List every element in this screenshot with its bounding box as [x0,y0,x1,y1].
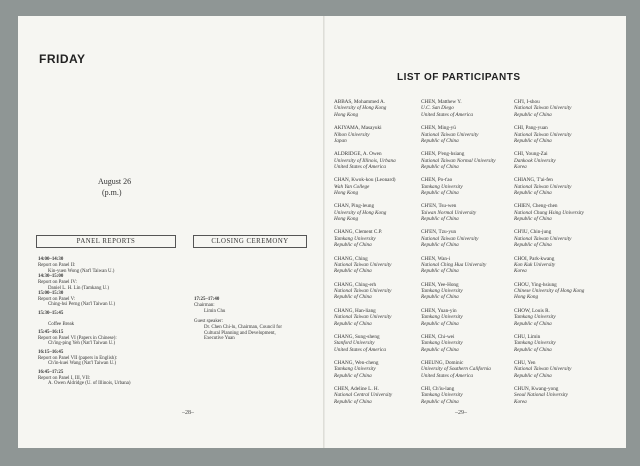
participant-entry [334,177,434,203]
closing-schedule [194,297,282,342]
participant-affiliation: University of Illinois, Urbana [334,157,396,164]
participant-name: CHANG, Ching [334,255,368,262]
participant-entry [334,386,434,412]
participant-affiliation: Stanford University [334,340,375,347]
guest-speaker-line: Executive Yuan [204,336,235,342]
participant-affiliation: Republic of China [421,242,459,249]
participant-affiliation: Kon Kuk University [514,261,556,268]
day-title: FRIDAY [39,52,86,66]
participants-column [334,99,434,412]
participant-name: CH'EN, Tzu-yun [421,229,457,236]
participant-affiliation: Republic of China [334,294,372,301]
participant-entry [514,386,614,412]
participant-name: CH'IU, Chin-jung [514,229,552,236]
participant-affiliation: United States of America [334,346,386,353]
participant-affiliation: Republic of China [334,242,372,249]
participant-name: CH'I, I-shou [514,99,540,105]
participant-affiliation: National Taiwan Normal University [421,157,496,164]
participant-name: CHI, Pang-yuan [514,125,548,132]
participant-affiliation: U.C. San Diego [421,105,454,112]
participant-name: CHEN, Chi-wei [421,333,455,340]
participant-affiliation: Republic of China [421,320,459,327]
page-number: –29– [455,410,467,416]
participant-affiliation: Japan [334,137,347,144]
participant-entry [421,99,521,125]
participant-affiliation: Tamkang University [334,235,376,242]
participant-affiliation: Republic of China [514,190,552,197]
schedule-time: 14:00–14:30 [38,257,64,262]
date: August 26 [98,177,132,186]
chairman-name: Limin Chu [204,308,226,314]
participant-entry [514,125,614,151]
participant-affiliation: Tamkang University [421,183,463,190]
panel-schedule [38,257,130,387]
participant-name: CHANG, Wen-cheng [334,359,379,366]
participant-affiliation: Republic of China [334,320,372,327]
closing-time: 17:25–17:40 [194,297,220,302]
participant-affiliation: Nihon University [334,131,370,138]
schedule-speaker: Kin-yuen Wong (Nat'l Taiwan U.) [48,268,115,274]
schedule-speaker: Ch'ing-ping Yeh (Nat'l Taiwan U.) [48,341,116,347]
participant-affiliation: National Central University [334,392,393,399]
schedule-time: 16:45–17:25 [38,369,64,375]
participant-entry [421,360,521,386]
participant-affiliation: National Taiwan University [334,314,392,321]
guest-speaker-line: Dr. Chen Chi-lu, Chairman, Council for [204,324,282,330]
guest-speaker-label: Guest speaker: [194,318,223,324]
schedule-desc: Report on Panel I, III, VII: [38,375,91,381]
participant-entry [334,256,434,282]
participant-name: CHEN, Adeline L. H. [334,386,379,393]
participant-affiliation: Republic of China [514,242,552,249]
participant-affiliation: Taiwan Normal University [421,209,477,216]
participant-affiliation: Republic of China [514,346,552,353]
participant-affiliation: United States of America [421,372,473,379]
participant-affiliation: Tamkang University [421,340,463,347]
left-page [18,16,325,448]
participant-affiliation: University of Hong Kong [334,105,387,112]
participant-entry [421,282,521,308]
participant-affiliation: Tamkang University [421,288,463,295]
participant-entry [514,177,614,203]
participant-entry [514,151,614,177]
participant-name: CHUN, Kwang-yong [514,386,559,393]
participant-entry [334,125,434,151]
participant-affiliation: Korea [514,164,527,170]
participant-affiliation: National Taiwan University [421,131,479,138]
participant-affiliation: National Chung Hsing University [514,209,584,216]
participant-entry [421,308,521,334]
participant-affiliation: Korea [514,398,527,405]
participant-affiliation: Republic of China [421,398,459,405]
participant-affiliation: Republic of China [421,190,459,197]
participant-affiliation: National Taiwan University [334,288,392,295]
schedule-item [38,291,130,311]
participant-entry [421,334,521,360]
participant-name: CHANG, Han-liang [334,307,376,314]
schedule-item [38,274,130,291]
schedule-speaker: Daniel L. H. Lin (Tamkang U.) [48,285,110,291]
participant-name: CHOW, Louis R. [514,307,550,314]
schedule-item [38,311,130,330]
participant-entry [421,203,521,229]
right-page [325,16,626,448]
schedule-time: 14:30–15:00 [38,273,64,279]
participant-name: CHEUNG, Dominic [421,359,464,366]
schedule-time: 15:45–16:15 [38,329,64,335]
participant-entry [334,282,434,308]
participant-entry [514,334,614,360]
participant-entry [334,308,434,334]
participant-name: CHI, Ch'iu-lang [421,386,455,393]
participant-affiliation: Republic of China [514,137,552,144]
schedule-desc: Report on Panel V: [38,296,76,302]
schedule-item [38,257,130,274]
participant-entry [514,99,614,125]
participant-name: CHEN, Wan-i [421,255,451,262]
participant-name: CHANG, Clement C.P. [334,229,383,236]
participant-name: CHI, Young-Zai [514,151,548,158]
participant-entry [421,177,521,203]
participant-name: CHEN, Yuan-yin [421,307,457,314]
participant-entry [514,308,614,334]
participant-name: CHEN, P'eng-hsiang [421,151,465,158]
schedule-item [38,350,130,370]
participant-affiliation: Republic of China [514,372,552,379]
participant-name: CHEN, Po-t'ao [421,177,453,184]
participant-name: CHEN, Ming-yü [421,125,456,132]
schedule-desc: Report on Panel II: [38,262,76,268]
participant-affiliation: Tamkang University [421,314,463,321]
participant-name: CHIANG, T'ai-fen [514,177,553,184]
participant-affiliation: University of Southern California [421,366,491,373]
participant-name: AKIYAMA, Masayuki [334,125,382,132]
schedule-desc: Report on Panel VI (Papers in Chinese): [38,335,117,341]
participant-affiliation: Republic of China [334,372,372,379]
participant-affiliation: Republic of China [421,164,459,170]
participant-entry [421,125,521,151]
participant-affiliation: Republic of China [421,137,459,144]
participant-affiliation: Republic of China [514,216,552,223]
participant-affiliation: National Taiwan University [514,131,572,138]
participant-name: CHANG, Ching-erh [334,281,377,288]
participant-name: ALDRIDGE, A. Owen [334,151,382,158]
participant-name: CHOU, Ying-hsiung [514,281,557,288]
schedule-desc: Report on Panel VII (papers in English): [38,355,118,361]
participant-affiliation: National Taiwan University [421,235,479,242]
participant-affiliation: Chinese University of Hong Kong [514,288,585,295]
participant-affiliation: University of Hong Kong [334,209,387,216]
schedule-time: 15:00–15:30 [38,290,64,296]
schedule-desc: Report on Panel IV: [38,279,77,285]
participant-affiliation: Tamkang University [421,392,463,399]
participant-entry [334,360,434,386]
participant-affiliation: Republic of China [421,294,459,301]
participant-entry [421,386,521,412]
participant-entry [514,256,614,282]
participant-entry [334,99,434,125]
participant-name: CHEN, Matthew Y. [421,99,462,105]
participant-affiliation: Tamkang University [334,366,376,373]
participant-name: CHOI, Park-kwang [514,255,555,262]
participant-name: ABBAS, Mohammed A. [334,99,386,105]
participant-name: CHIEN, Cheng-chen [514,203,558,210]
participant-affiliation: Seoul National University [514,392,568,399]
participant-name: CHANG, Sung-sheng [334,333,380,340]
schedule-time: 15:30–15:45 [38,310,64,316]
participant-affiliation: Tamkang University [514,340,556,347]
participant-entry [514,229,614,255]
participant-affiliation: National Taiwan University [514,366,572,373]
schedule-time: 16:15–16:45 [38,349,64,355]
participant-affiliation: Hong Kong [514,294,539,301]
closing-ceremony-heading: CLOSING CEREMONY [193,235,307,248]
participant-affiliation: Korea [514,268,527,275]
schedule-speaker: Coffee Break [48,321,75,327]
participant-affiliation: Tamkang University [514,314,556,321]
participants-column [514,99,614,412]
participants-title: LIST OF PARTICIPANTS [397,72,521,83]
participant-affiliation: National Taiwan University [514,105,572,112]
participant-entry [421,151,521,177]
participants-column [421,99,521,412]
chairman-label: Chairman: [194,302,215,308]
schedule-speaker: A. Owen Aldridge (U. of Illinois, Urbana) [48,381,131,387]
page-number: –28– [182,410,194,416]
participant-name: CHAN, Kwok-kou (Leonard) [334,177,396,184]
participant-affiliation: Republic of China [514,320,552,327]
participant-entry [421,256,521,282]
schedule-speaker: Ching-hsi Perng (Nat'l Taiwan U.) [48,302,116,308]
participant-entry [514,203,614,229]
participant-affiliation: National Taiwan University [334,261,392,268]
participant-entry [334,203,434,229]
participant-affiliation: Republic of China [514,111,552,118]
participant-affiliation: United States of America [334,164,386,170]
participant-affiliation: Republic of China [334,268,372,275]
participant-name: CH'EN, Tsu-wen [421,203,457,210]
schedule-item [38,370,130,388]
participant-entry [334,229,434,255]
participant-affiliation: Republic of China [421,268,459,275]
panel-reports-heading: PANEL REPORTS [36,235,176,248]
participant-affiliation: United States of America [421,111,473,118]
participant-affiliation: Republic of China [421,346,459,353]
participant-name: CHAN, Ping-leung [334,203,375,210]
participant-affiliation: Hong Kong [334,111,359,118]
schedule-item [38,330,130,350]
participant-name: CHU, Limin [514,333,541,340]
participant-affiliation: National Ching Hua University [421,261,487,268]
participant-affiliation: Hong Kong [334,190,359,197]
participant-affiliation: National Taiwan University [514,183,572,190]
participant-affiliation: Hong Kong [334,216,359,223]
guest-speaker-line: Cultural Planning and Development, [204,330,276,336]
participant-entry [421,229,521,255]
participant-affiliation: Dankook University [514,157,556,164]
participant-affiliation: Wah Yan College [334,183,370,190]
participant-entry [514,282,614,308]
participant-entry [334,334,434,360]
participant-affiliation: National Taiwan University [514,235,572,242]
schedule-speaker: Ch'in-kuei Wang (Nat'l Taiwan U.) [48,361,117,367]
time-of-day: (p.m.) [102,188,122,197]
participant-entry [514,360,614,386]
participant-name: CHEN, Yee-Hong [421,281,459,288]
participant-name: CHU, Yen [514,359,536,366]
participant-affiliation: Republic of China [334,398,372,405]
participant-affiliation: Republic of China [421,216,459,223]
participant-entry [334,151,434,177]
